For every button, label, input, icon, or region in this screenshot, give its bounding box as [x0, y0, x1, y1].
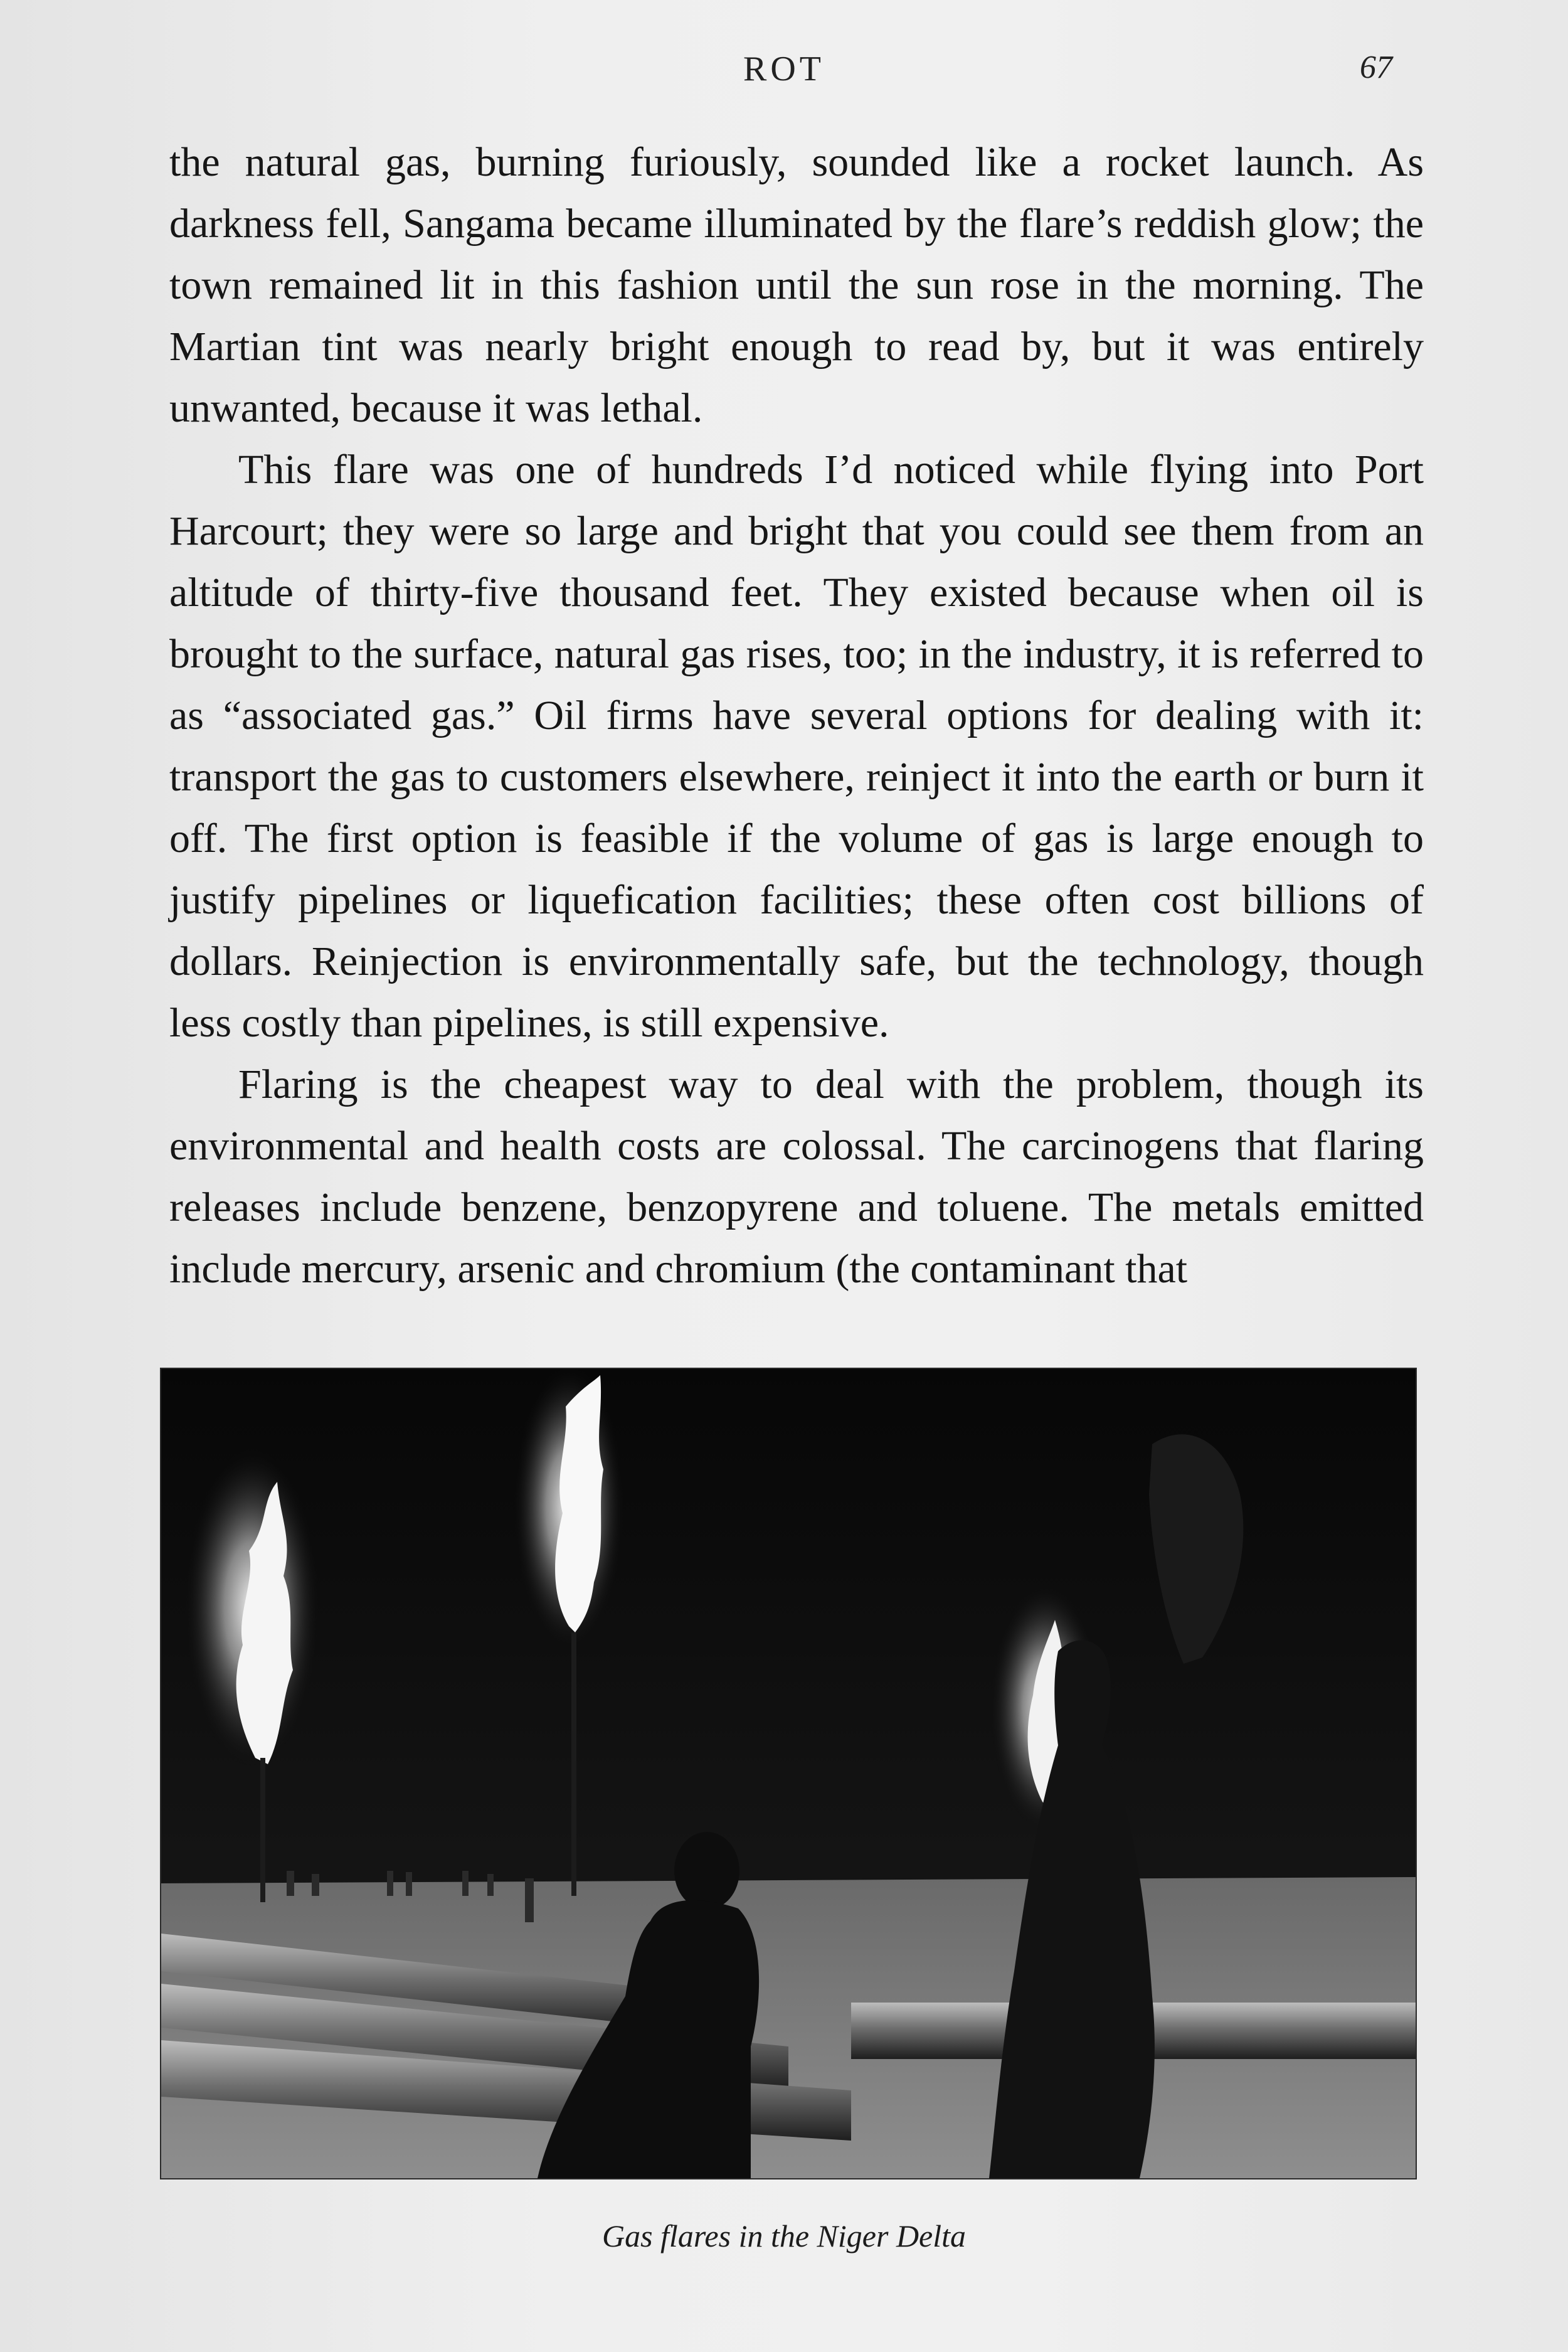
photo-illustration — [161, 1369, 1416, 2178]
page-number: 67 — [1360, 50, 1392, 85]
figure-caption: Gas flares in the Niger Delta — [601, 2218, 967, 2254]
paragraph-1: the natural gas, burning furiously, sounded like a rocket launch. As darkness fell, Sangama became illuminated by the flare’s reddish glow; the town remained lit in this fashion until the sun rose in the morning. The Martian tint was nearly bright enough to read by, but it was entirely unwanted, because it was lethal. — [169, 139, 1424, 431]
gas-flares-photo — [160, 1368, 1417, 2179]
flare-stack-center — [571, 1632, 576, 1896]
flare-stack-left — [260, 1758, 265, 1902]
running-head — [0, 49, 1568, 105]
paragraph-2: This flare was one of hundreds I’d noticed while flying into Port Harcourt; they were so large and bright that you could see them from an altitude of thirty-five thousand feet. They existed because when oil is brought to the surface, natural gas rises, too; in the industry, it is referred to as “associated gas.” Oil firms have several options for dealing with it: transport the gas to customers elsewhere, reinject it into the earth or burn it off. The first option is feasible if the volume of gas is large enough to justify pipelines or liquefication facilities; these often cost billions of dollars. Reinjection is environmentally safe, but the technology, though less costly than pipelines, is still expensive. — [169, 447, 1424, 1046]
paragraph-3: Flaring is the cheapest way to deal with the problem, though its environmental and health costs are colossal. The carcinogens that flaring releases include benzene, benzopyrene and toluene. The metals emitted include mercury, arsenic and chromium (the contaminant that — [169, 1062, 1424, 1292]
running-title: ROT — [743, 50, 825, 88]
body-text — [169, 132, 1424, 1300]
